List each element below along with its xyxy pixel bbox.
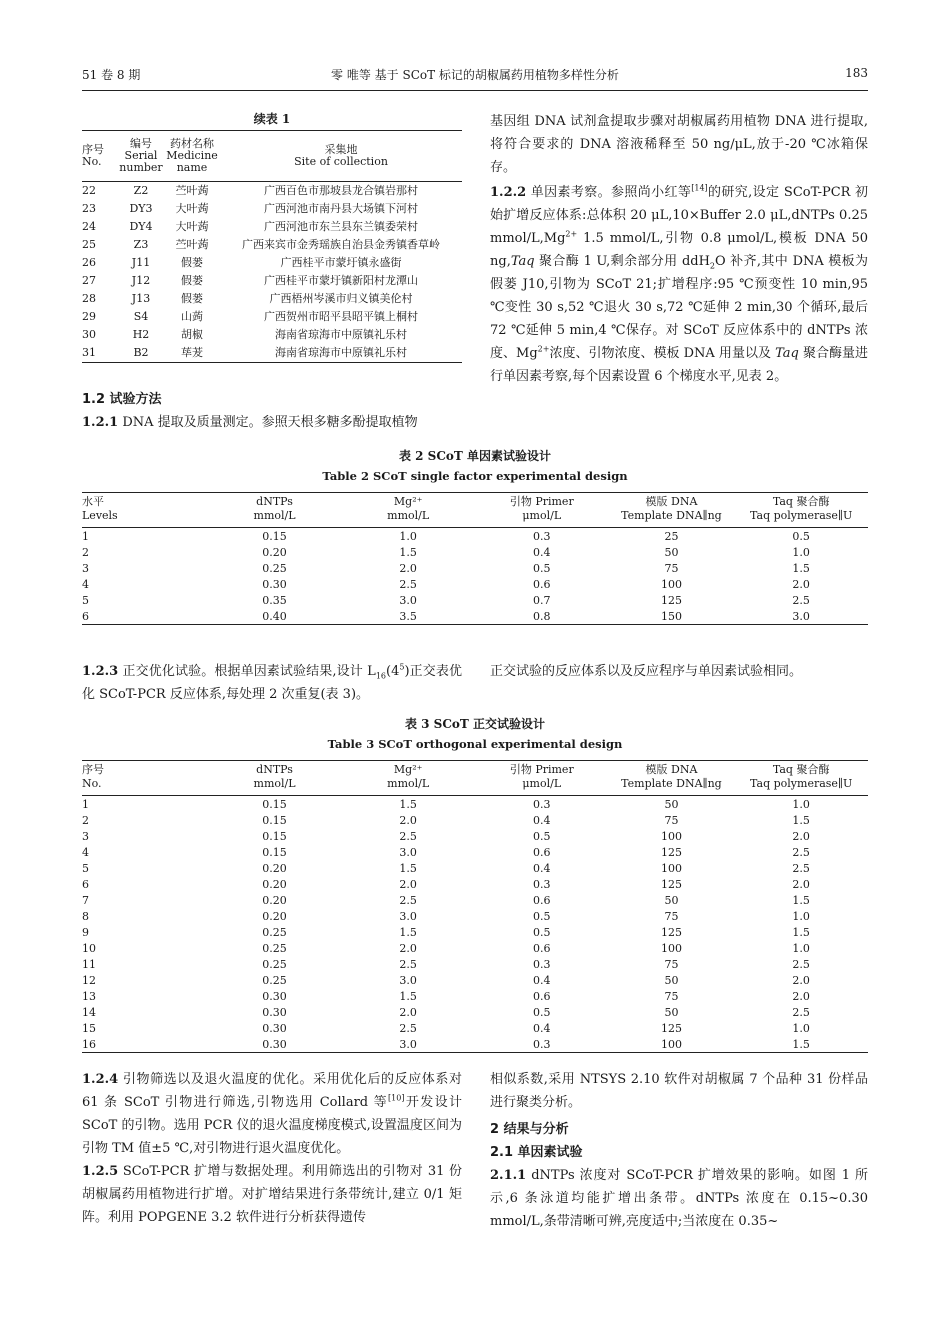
table-cell: 30 [82, 328, 96, 341]
table-cell: 0.20 [262, 545, 287, 559]
table-cell: 1.5 [792, 893, 810, 907]
column-header-line: Levels [82, 509, 118, 522]
table-cell: 100 [660, 941, 682, 955]
table-cell: 广西河池市南丹县大场镇下河村 [264, 202, 418, 215]
table-cell: 0.15 [262, 797, 287, 811]
table-cell: 3.0 [399, 593, 417, 607]
table1-body [82, 182, 462, 363]
table-row [82, 796, 868, 813]
column-header-line: mmol/L [253, 777, 296, 790]
table-cell: 0.30 [262, 577, 287, 591]
table-cell: 2 [82, 545, 89, 559]
table-cell: 0.3 [533, 797, 551, 811]
table-row [82, 254, 462, 272]
column-header [341, 761, 475, 796]
table-cell: 0.30 [262, 1005, 287, 1019]
table3-block [82, 714, 868, 1053]
table-cell: 0.3 [533, 529, 551, 543]
column-header [208, 493, 342, 528]
table-cell: 0.15 [262, 529, 287, 543]
table1-caption: 续表 1 [253, 112, 291, 126]
para-1-2-5: 1.2.5 SCoT-PCR 扩增与数据处理。利用筛选出的引物对 31 份胡椒属药用植物进行扩增。对扩增结果进行条带统计,建立 0/1 矩阵。利用 POPGENE 3.2 软件进行分析获得遗传 [82, 1164, 462, 1225]
table-cell: 2.5 [792, 861, 810, 875]
table-cell: 1.5 [399, 797, 417, 811]
table-cell: 1.0 [792, 1021, 810, 1035]
table-cell: 1.0 [792, 797, 810, 811]
table-cell: 125 [660, 925, 682, 939]
table-cell: 胡椒 [181, 328, 203, 341]
table-cell: 2.0 [792, 973, 810, 987]
table-row [82, 940, 868, 956]
table-row [82, 236, 462, 254]
table-cell: 27 [82, 274, 96, 287]
column-header-line: 模版 DNA [645, 495, 698, 508]
table-cell: 1.5 [792, 813, 810, 827]
table-cell: 0.20 [262, 893, 287, 907]
column-header-line: μmol/L [522, 509, 562, 522]
table-cell: DY4 [129, 220, 153, 233]
table-cell: 2.0 [399, 813, 417, 827]
table3-body [82, 796, 868, 1053]
table-cell: 22 [82, 184, 96, 197]
table-cell: 2.0 [792, 877, 810, 891]
column-header-line: Taq 聚合酶 [772, 763, 830, 776]
para-dna-cont: 基因组 DNA 试剂盒提取步骤对胡椒属药用植物 DNA 进行提取,将符合要求的 DNA 溶液稀释至 50 ng/μL,放于-20 ℃冰箱保存。 [490, 114, 868, 175]
table-row [82, 924, 868, 940]
table-row [82, 1004, 868, 1020]
table-cell: Z3 [133, 238, 149, 251]
table-cell: 0.25 [262, 973, 287, 987]
table-cell: 广西贺州市昭平县昭平镇上桐村 [264, 310, 418, 323]
table-cell: 苎叶蒟 [175, 184, 209, 197]
table-cell: 100 [660, 861, 682, 875]
table-row [82, 326, 462, 344]
table-cell: 7 [82, 893, 89, 907]
table-cell: 125 [660, 845, 682, 859]
column-header [734, 761, 868, 796]
table-cell: 125 [660, 1021, 682, 1035]
table-cell: 0.25 [262, 941, 287, 955]
table-cell: 2.5 [399, 957, 417, 971]
table-cell: 2.0 [399, 561, 417, 575]
para-1-2-3: 1.2.3 正交优化试验。根据单因素试验结果,设计 $L_{16}(4^5)$正交表优化 SCoT-PCR 反应体系,每处理 2 次重复(表 3)。 [82, 662, 462, 702]
column-header [475, 493, 609, 528]
table-cell: 12 [82, 973, 96, 987]
table-cell: 6 [82, 609, 89, 623]
section-1-2 [82, 388, 462, 434]
table-cell: 13 [82, 989, 96, 1003]
table-cell: 1.0 [399, 529, 417, 543]
table-cell: 50 [664, 893, 679, 907]
table-cell: 0.30 [262, 1021, 287, 1035]
table-cell: 25 [664, 529, 679, 543]
table-cell: J12 [131, 274, 151, 287]
table-cell: 1.0 [792, 909, 810, 923]
table-cell: 苎叶蒟 [175, 238, 209, 251]
table-cell: 假蒌 [181, 292, 203, 305]
table-cell: 1.5 [792, 925, 810, 939]
table-cell: S4 [133, 310, 149, 323]
para-1-2-1: 1.2.1 DNA 提取及质量测定。参照天根多糖多酚提取植物 [82, 415, 418, 430]
column-header-line: mmol/L [387, 777, 430, 790]
column-header-line: dNTPs [256, 495, 293, 508]
table-cell: 大叶蒟 [175, 202, 209, 215]
table-cell: 0.25 [262, 957, 287, 971]
running-header [82, 66, 868, 88]
table-cell: 26 [82, 256, 96, 269]
table-cell: 0.7 [533, 593, 551, 607]
table-row [82, 828, 868, 844]
table-row [82, 1020, 868, 1036]
table-cell: 1.5 [399, 925, 417, 939]
table-cell: 50 [664, 545, 679, 559]
table-row [82, 290, 462, 308]
table-cell: 0.6 [533, 577, 551, 591]
table-row [82, 892, 868, 908]
table-cell: 山蒟 [181, 310, 203, 323]
column-header [734, 493, 868, 528]
table-cell: 2.0 [399, 877, 417, 891]
column-header-line: Taq polymerase∥U [750, 509, 853, 522]
table-cell: 75 [664, 909, 679, 923]
table-cell: 3.0 [399, 973, 417, 987]
table-cell: 1.0 [792, 545, 810, 559]
table-cell: 25 [82, 238, 96, 251]
table-cell: J13 [131, 292, 151, 305]
table-cell: 125 [660, 593, 682, 607]
table-cell: 1 [82, 529, 89, 543]
table-cell: 2.5 [792, 593, 810, 607]
table-cell: 广西百色市那坡县龙合镇岩那村 [264, 184, 418, 197]
table-cell: 0.4 [533, 1021, 551, 1035]
table-cell: 广西梧州岑溪市归义镇美伦村 [269, 292, 413, 305]
table-cell: 2.5 [399, 577, 417, 591]
table-row [82, 608, 868, 625]
table-cell: 广西河池市东兰县东兰镇委荣村 [264, 220, 418, 233]
table-cell: 50 [664, 973, 679, 987]
table-row [82, 876, 868, 892]
table-row [82, 544, 868, 560]
column-header [475, 761, 609, 796]
table-cell: 广西来宾市金秀瑶族自治县金秀镇香草岭 [242, 238, 440, 251]
table-cell: 4 [82, 577, 89, 591]
table3-header-row [82, 761, 868, 796]
table-cell: B2 [133, 346, 149, 359]
column-header-line: μmol/L [522, 777, 562, 790]
table-cell: 11 [82, 957, 96, 971]
table2 [82, 492, 868, 625]
table-cell: 2.0 [792, 577, 810, 591]
table-cell: 广西桂平市蒙圩镇永盛街 [280, 256, 402, 269]
heading-2: 2 结果与分析 [490, 1122, 569, 1137]
heading-2-1: 2.1 单因素试验 [490, 1145, 583, 1160]
table-cell: 0.4 [533, 861, 551, 875]
table-row [82, 860, 868, 876]
table-cell: 假蒌 [181, 256, 203, 269]
right-column-top [490, 110, 868, 388]
table-cell: 3 [82, 561, 89, 575]
table-cell: 5 [82, 861, 89, 875]
table-row [82, 812, 868, 828]
table-cell: 0.25 [262, 925, 287, 939]
table-cell: 6 [82, 877, 89, 891]
table-cell: 海南省琼海市中原镇礼乐村 [275, 346, 407, 359]
table-row [82, 1036, 868, 1053]
table-cell: 100 [660, 577, 682, 591]
column-header [208, 761, 342, 796]
table-cell: 1 [82, 797, 89, 811]
table-cell: 0.20 [262, 861, 287, 875]
table-cell: 3.0 [399, 909, 417, 923]
table-cell: 3.5 [399, 609, 417, 623]
table-cell: 1.5 [399, 861, 417, 875]
table-cell: 2 [82, 813, 89, 827]
table-cell: DY3 [129, 202, 153, 215]
table1-header-medicine: 药材名称 Medicine name [166, 137, 218, 174]
para-1-2-4: 1.2.4 引物筛选以及退火温度的优化。采用优化后的反应体系对 61 条 SCoT 引物进行筛选,引物选用 Collard 等[10]开发设计 SCoT 的引物。选用 PCR 仪的退火温度梯度模式,设置温度区间为引物 TM 值±5 ℃,对引物进行退火温度优化。 [82, 1072, 462, 1156]
heading-1-2: 1.2 试验方法 [82, 392, 162, 407]
table-cell: H2 [132, 328, 150, 341]
table-cell: 大叶蒟 [175, 220, 209, 233]
table-cell: 荜茇 [181, 346, 203, 359]
table-cell: 0.15 [262, 829, 287, 843]
table-cell: 0.6 [533, 989, 551, 1003]
column-header-line: 引物 Primer [509, 763, 574, 776]
table-cell: 0.5 [533, 561, 551, 575]
column-header-line: Taq polymerase∥U [750, 777, 853, 790]
table-cell: 0.15 [262, 845, 287, 859]
column-header-line: Taq 聚合酶 [772, 495, 830, 508]
column-header-line: No. [82, 777, 102, 790]
column-header-line: 引物 Primer [509, 495, 574, 508]
table-cell: 9 [82, 925, 89, 939]
table-cell: 假蒌 [181, 274, 203, 287]
para-orthogonal-note: 正交试验的反应体系以及反应程序与单因素试验相同。 [490, 664, 803, 679]
table-row [82, 200, 462, 218]
table1-header-site: 采集地 Site of collection [294, 143, 388, 168]
column-header [82, 761, 208, 796]
table-cell: 0.4 [533, 813, 551, 827]
table1-header-row [82, 131, 462, 182]
table-row [82, 592, 868, 608]
table-cell: 2.0 [399, 1005, 417, 1019]
table-cell: 10 [82, 941, 96, 955]
table-cell: 1.5 [792, 1037, 810, 1051]
table-cell: 50 [664, 797, 679, 811]
table-cell: 0.5 [533, 925, 551, 939]
para-2-1-1: 2.1.1 dNTPs 浓度对 SCoT-PCR 扩增效果的影响。如图 1 所示,6 条泳道均能扩增出条带。dNTPs 浓度在 0.15~0.30 mmol/L,条带清晰可辨,亮度适中;当浓度在 0.35~ [490, 1168, 868, 1229]
header-rule [82, 90, 868, 91]
table-cell: 0.6 [533, 941, 551, 955]
column-header [609, 493, 735, 528]
table-cell: 广西桂平市蒙圩镇新阳村龙潭山 [264, 274, 418, 287]
table3-caption-cn: 表 3 SCoT 正交试验设计 [404, 717, 546, 731]
table-cell: 0.5 [533, 1005, 551, 1019]
table2-body [82, 528, 868, 625]
column-header-line: Template DNA∥ng [621, 777, 722, 790]
table-cell: Z2 [133, 184, 149, 197]
table-cell: 0.5 [533, 909, 551, 923]
bottom-right-column [490, 1068, 868, 1233]
table-cell: 0.35 [262, 593, 287, 607]
table1 [82, 130, 462, 363]
table-cell: 16 [82, 1037, 96, 1051]
table-cell: 2.0 [792, 989, 810, 1003]
table-cell: 0.8 [533, 609, 551, 623]
table-cell: 50 [664, 1005, 679, 1019]
table-cell: 0.6 [533, 893, 551, 907]
column-header [341, 493, 475, 528]
column-header-line: Template DNA∥ng [621, 509, 722, 522]
table-row [82, 576, 868, 592]
table-cell: 0.5 [792, 529, 810, 543]
table-cell: 0.6 [533, 845, 551, 859]
table-cell: 15 [82, 1021, 96, 1035]
column-header [82, 493, 208, 528]
table-cell: 1.0 [792, 941, 810, 955]
table-cell: 29 [82, 310, 96, 323]
table2-caption-cn: 表 2 SCoT 单因素试验设计 [398, 449, 552, 463]
table-cell: 0.3 [533, 957, 551, 971]
table3 [82, 760, 868, 1053]
table-cell: 23 [82, 202, 96, 215]
table-cell: 0.15 [262, 813, 287, 827]
table-cell: 1.5 [399, 545, 417, 559]
table-cell: 2.5 [792, 1005, 810, 1019]
table-cell: 2.5 [399, 893, 417, 907]
table-cell: 0.3 [533, 1037, 551, 1051]
column-header-line: 水平 [82, 495, 104, 508]
table-cell: 0.30 [262, 1037, 287, 1051]
column-header-line: 模版 DNA [645, 763, 698, 776]
table2-caption-en: Table 2 SCoT single factor experimental design [322, 469, 628, 483]
column-header [609, 761, 735, 796]
table-cell: J11 [131, 256, 151, 269]
column-header-line: 序号 [82, 763, 104, 776]
column-header-line: Mg²⁺ [393, 495, 423, 508]
table-cell: 0.40 [262, 609, 287, 623]
running-title: 零 唯等 基于 SCoT 标记的胡椒属药用植物多样性分析 [331, 68, 619, 82]
table-cell: 24 [82, 220, 96, 233]
table3-caption-en: Table 3 SCoT orthogonal experimental design [327, 737, 623, 751]
table-cell: 2.5 [399, 1021, 417, 1035]
table-cell: 2.0 [399, 941, 417, 955]
table-cell: 75 [664, 957, 679, 971]
table-cell: 0.4 [533, 545, 551, 559]
table-row [82, 218, 462, 236]
column-header-line: mmol/L [387, 509, 430, 522]
table-cell: 75 [664, 813, 679, 827]
table-row [82, 272, 462, 290]
column-header-line: Mg²⁺ [393, 763, 423, 776]
table-cell: 0.3 [533, 877, 551, 891]
table-cell: 2.0 [792, 829, 810, 843]
table-cell: 1.5 [792, 561, 810, 575]
table-cell: 31 [82, 346, 96, 359]
table-cell: 3 [82, 829, 89, 843]
table-cell: 0.20 [262, 909, 287, 923]
table-row [82, 844, 868, 860]
table-row [82, 972, 868, 988]
table-cell: 8 [82, 909, 89, 923]
journal-volume: 51 卷 8 期 [82, 68, 141, 82]
page-number: 183 [845, 66, 868, 80]
table-row [82, 182, 462, 201]
table1-header-no: 序号 No. [82, 143, 104, 168]
para-similarity-cont: 相似系数,采用 NTSYS 2.10 软件对胡椒属 7 个品种 31 份样品进行聚类分析。 [490, 1072, 868, 1110]
table-cell: 3.0 [399, 845, 417, 859]
table-cell: 2.5 [792, 845, 810, 859]
table-row [82, 308, 462, 326]
table-cell: 3.0 [399, 1037, 417, 1051]
para-1-2-2: 1.2.2 单因素考察。参照尚小红等[14]的研究,设定 SCoT-PCR 初始扩增反应体系:总体积 20 μL,10×Buffer 2.0 μL,dNTPs 0.25 mmol/$L,Mg^{2+}$ 1.5 mmol/L,引物 0.8 μmol/L,模板 DNA 50 ng,Taq 聚合酶 1 U,剩余部分用 ddH$_2$O 补齐,其中 DNA 模板为假蒌 J10,引物为 SCoT 21;扩增程序:95 ℃预变性 10 min,95 ℃变性 30 s,52 ℃退火 30 s,72 ℃延伸 2 min,30 个循环,最后 72 ℃延伸 5 min,4 ℃保存。对 SCoT 反应体系中的 dNTPs 浓度、$Mg^{2+}$浓度、引物浓度、模板 DNA 用量以及 Taq 聚合酶量进行单因素考察,每个因素设置 6 个梯度水平,见表 2。 [490, 183, 868, 384]
table-row [82, 344, 462, 363]
table-cell: 28 [82, 292, 96, 305]
table-cell: 100 [660, 1037, 682, 1051]
table1-header-serial: 编号 Serial number [119, 137, 163, 174]
column-header-line: dNTPs [256, 763, 293, 776]
table-cell: 0.30 [262, 989, 287, 1003]
table-row [82, 560, 868, 576]
table-row [82, 956, 868, 972]
table-cell: 3.0 [792, 609, 810, 623]
bottom-left-column [82, 1068, 462, 1229]
table-cell: 125 [660, 877, 682, 891]
table-cell: 75 [664, 989, 679, 1003]
table-cell: 4 [82, 845, 89, 859]
table-cell: 100 [660, 829, 682, 843]
table-row [82, 528, 868, 545]
table-cell: 14 [82, 1005, 96, 1019]
table-cell: 海南省琼海市中原镇礼乐村 [275, 328, 407, 341]
table-cell: 0.4 [533, 973, 551, 987]
table2-header-row [82, 493, 868, 528]
table-row [82, 908, 868, 924]
column-header-line: mmol/L [253, 509, 296, 522]
table2-block [82, 446, 868, 625]
table-cell: 75 [664, 561, 679, 575]
table-cell: 2.5 [399, 829, 417, 843]
table-cell: 0.20 [262, 877, 287, 891]
table-cell: 1.5 [399, 989, 417, 1003]
table-cell: 0.25 [262, 561, 287, 575]
table-cell: 150 [660, 609, 682, 623]
table-cell: 0.5 [533, 829, 551, 843]
table-row [82, 988, 868, 1004]
table-cell: 5 [82, 593, 89, 607]
table-cell: 2.5 [792, 957, 810, 971]
